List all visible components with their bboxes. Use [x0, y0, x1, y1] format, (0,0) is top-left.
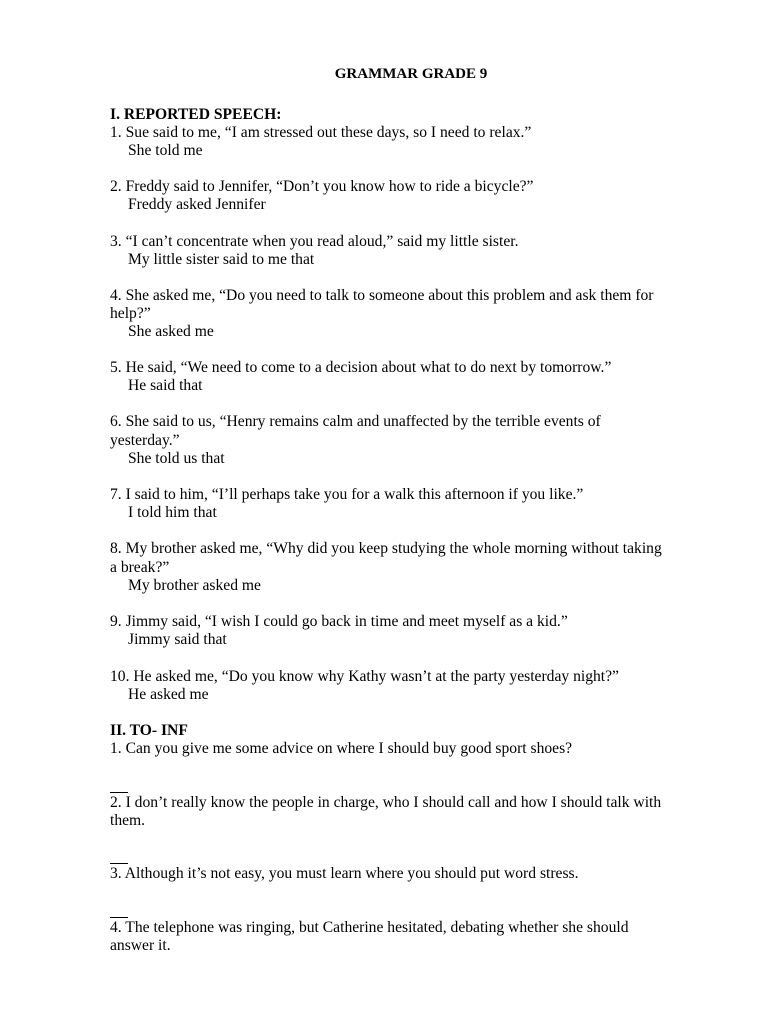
exercise-item-4-line1: 4. She asked me, “Do you need to talk to someone about this problem and ask them for: [110, 287, 654, 304]
exercise-item-5: 5. He said, “We need to come to a decision about what to do next by tomorrow.”: [110, 359, 612, 376]
answer-prompt-1: She told me: [128, 142, 203, 159]
answer-prompt-10: He asked me: [128, 686, 209, 703]
answer-prompt-5: He said that: [128, 377, 203, 394]
answer-prompt-2: Freddy asked Jennifer: [128, 196, 266, 213]
exercise-item-3: 3. “I can’t concentrate when you read aloud,” said my little sister.: [110, 233, 519, 250]
to-inf-item-4-line2: answer it.: [110, 937, 171, 954]
answer-blank-3[interactable]: [110, 916, 128, 918]
exercise-item-1: 1. Sue said to me, “I am stressed out these days, so I need to relax.”: [110, 124, 532, 141]
exercise-item-7: 7. I said to him, “I’ll perhaps take you for a walk this afternoon if you like.”: [110, 486, 584, 503]
answer-prompt-3: My little sister said to me that: [128, 251, 315, 268]
exercise-item-4-line2: help?”: [110, 305, 151, 322]
exercise-item-8-line1: 8. My brother asked me, “Why did you keep studying the whole morning without taking: [110, 540, 662, 557]
section-heading-reported-speech: I. REPORTED SPEECH:: [110, 106, 282, 123]
answer-prompt-8: My brother asked me: [128, 577, 261, 594]
exercise-item-10: 10. He asked me, “Do you know why Kathy wasn’t at the party yesterday night?”: [110, 668, 619, 685]
exercise-item-8-line2: a break?”: [110, 559, 170, 576]
to-inf-item-2-line1: 2. I don’t really know the people in charge, who I should call and how I should talk with: [110, 794, 662, 811]
answer-prompt-7: I told him that: [128, 504, 217, 521]
answer-blank-2[interactable]: [110, 862, 128, 864]
exercise-item-6-line1: 6. She said to us, “Henry remains calm and unaffected by the terrible events of: [110, 413, 601, 430]
answer-prompt-4: She asked me: [128, 323, 214, 340]
answer-prompt-6: She told us that: [128, 450, 225, 467]
to-inf-item-3: 3. Although it’s not easy, you must learn where you should put word stress.: [110, 865, 579, 882]
to-inf-item-4-line1: 4. The telephone was ringing, but Catherine hesitated, debating whether she should: [110, 919, 629, 936]
to-inf-item-2-line2: them.: [110, 812, 146, 829]
to-inf-item-1: 1. Can you give me some advice on where I should buy good sport shoes?: [110, 740, 573, 757]
page-title: GRAMMAR GRADE 9: [334, 66, 488, 82]
answer-blank-1[interactable]: [110, 791, 128, 793]
exercise-item-2: 2. Freddy said to Jennifer, “Don’t you know how to ride a bicycle?”: [110, 178, 534, 195]
section-heading-to-inf: II. TO- INF: [110, 722, 188, 739]
answer-prompt-9: Jimmy said that: [128, 631, 227, 648]
exercise-item-9: 9. Jimmy said, “I wish I could go back in time and meet myself as a kid.”: [110, 613, 568, 630]
exercise-item-6-line2: yesterday.”: [110, 432, 180, 449]
